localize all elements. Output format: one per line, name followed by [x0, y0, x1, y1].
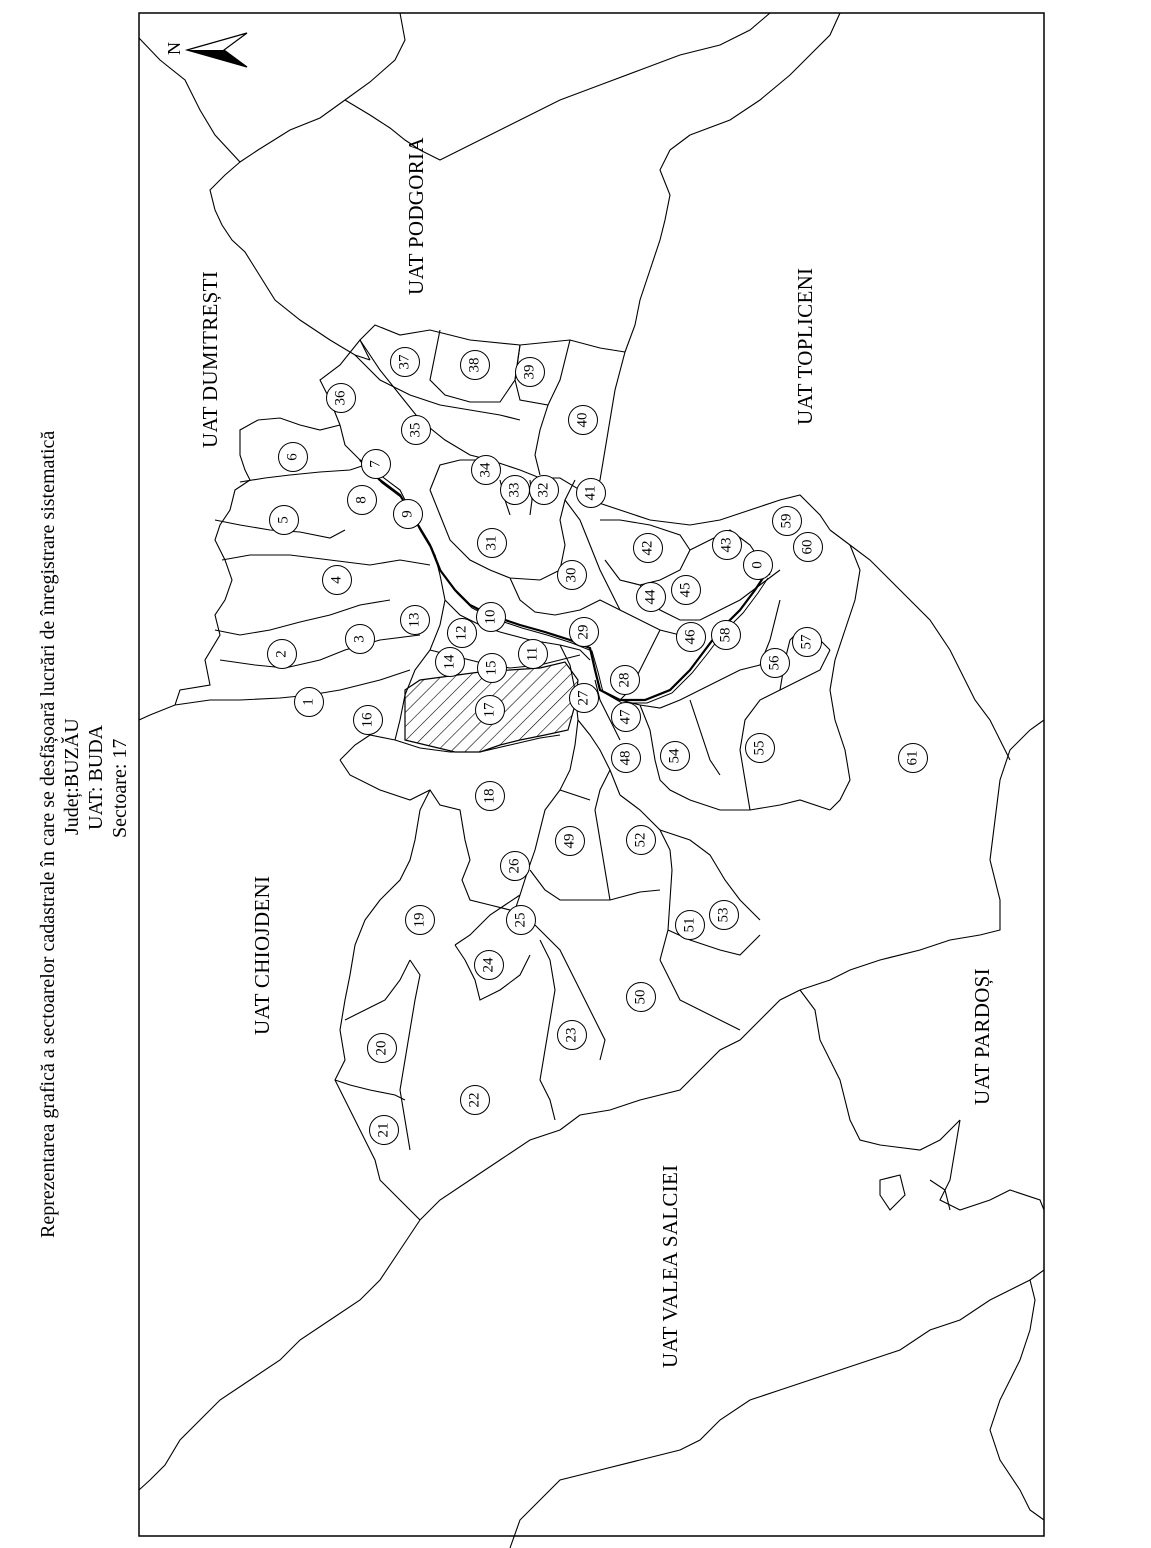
sector-number: 44: [642, 589, 659, 605]
sector-marker[interactable]: [626, 982, 656, 1012]
sector-number: 16: [359, 712, 376, 728]
sector-marker[interactable]: [353, 705, 383, 735]
sector-number: 56: [766, 655, 783, 671]
sector-number: 6: [284, 453, 301, 461]
sector-number: 43: [718, 537, 735, 553]
sector-number: 61: [904, 750, 921, 766]
sector-marker[interactable]: [772, 506, 802, 536]
sector-marker[interactable]: [475, 695, 505, 725]
sector-number: 1: [300, 698, 317, 706]
sector-number: 24: [480, 957, 497, 973]
sector-marker[interactable]: [610, 665, 640, 695]
sector-number: 41: [582, 485, 599, 501]
sector-number: 11: [524, 646, 541, 662]
sector-number: 26: [506, 858, 523, 874]
sector-marker[interactable]: [675, 910, 705, 940]
sector-number: 52: [632, 832, 649, 848]
sector-marker[interactable]: [760, 648, 790, 678]
sector-marker[interactable]: [529, 475, 559, 505]
sector-number: 14: [441, 654, 458, 670]
map-title: Reprezentarea grafică a sectoarelor cadastrale în care se desfășoară lucrări de înregistrare sistematică: [37, 430, 59, 1238]
sector-number: 47: [617, 709, 634, 725]
sector-number: 48: [617, 750, 634, 766]
sector-number: 3: [351, 635, 368, 643]
sector-marker[interactable]: [626, 825, 656, 855]
sector-number: 5: [275, 516, 292, 524]
sector-number: 20: [373, 1040, 390, 1056]
sector-number: 30: [563, 567, 580, 583]
sector-number: 39: [521, 364, 538, 380]
uat-label: UAT: BUDA: [85, 724, 107, 830]
sector-number: 38: [466, 357, 483, 373]
neighbor-dumitresti: UAT DUMITREȘTI: [198, 270, 222, 448]
sector-marker[interactable]: [743, 550, 773, 580]
sector-marker[interactable]: [269, 505, 299, 535]
sector-marker[interactable]: [477, 653, 507, 683]
sector-number: 55: [751, 740, 768, 756]
sector-marker[interactable]: [476, 602, 506, 632]
sector-marker[interactable]: [518, 639, 548, 669]
sector-number: 15: [483, 660, 500, 676]
sector-marker[interactable]: [569, 683, 599, 713]
sector-marker[interactable]: [474, 950, 504, 980]
sector-marker[interactable]: [793, 532, 823, 562]
neighbor-valea-salciei: UAT VALEA SALCIEI: [658, 1164, 682, 1368]
sector-number: 35: [407, 422, 424, 438]
sector-number: 54: [666, 748, 683, 764]
sector-number: 29: [575, 624, 592, 640]
sector-marker[interactable]: [475, 781, 505, 811]
sector-marker[interactable]: [401, 415, 431, 445]
sector-marker[interactable]: [611, 743, 641, 773]
sector-number: 51: [681, 917, 698, 933]
sector-number: 18: [481, 788, 498, 804]
sector-marker[interactable]: [393, 499, 423, 529]
sector-number: 34: [477, 462, 494, 478]
sector-marker[interactable]: [347, 485, 377, 515]
sector-number: 37: [396, 354, 413, 370]
sector-marker[interactable]: [322, 565, 352, 595]
sector-marker[interactable]: [792, 627, 822, 657]
neighbor-pardosi: UAT PARDOȘI: [970, 968, 994, 1105]
sector-marker[interactable]: [267, 639, 297, 669]
sector-marker[interactable]: [405, 905, 435, 935]
sector-marker[interactable]: [568, 405, 598, 435]
sector-marker[interactable]: [447, 618, 477, 648]
neighbor-topliceni: UAT TOPLICENI: [793, 267, 817, 425]
sector-marker[interactable]: [477, 528, 507, 558]
sector-number: 25: [512, 912, 529, 928]
north-label: N: [164, 42, 184, 55]
sector-number: 8: [353, 496, 370, 504]
sector-marker[interactable]: [435, 647, 465, 677]
sector-number: 53: [715, 907, 732, 923]
boundary-lines: [139, 13, 1044, 1548]
sector-marker[interactable]: [671, 575, 701, 605]
sector-marker[interactable]: [367, 1033, 397, 1063]
county-label: Județ:BUZĂU: [61, 718, 83, 835]
sector-marker[interactable]: [676, 622, 706, 652]
sector-marker[interactable]: [294, 687, 324, 717]
sector-marker[interactable]: [390, 347, 420, 377]
neighbor-chiojdeni: UAT CHIOJDENI: [250, 875, 274, 1035]
sector-marker[interactable]: [326, 383, 356, 413]
sector-marker[interactable]: [611, 702, 641, 732]
sector-number: 46: [682, 629, 699, 645]
sector-marker[interactable]: [633, 533, 663, 563]
sector-marker[interactable]: [460, 1085, 490, 1115]
sector-marker[interactable]: [345, 624, 375, 654]
sector-marker[interactable]: [500, 851, 530, 881]
map-frame: [139, 13, 1044, 1536]
sector-number: 45: [677, 582, 694, 598]
sector-number: 12: [453, 625, 470, 641]
sector-number: 19: [411, 912, 428, 928]
sector-number: 28: [616, 672, 633, 688]
sector-number: 40: [574, 412, 591, 428]
sectors-label: Sectoare: 17: [109, 738, 131, 838]
sector-number: 49: [561, 833, 578, 849]
sector-number: 33: [506, 482, 523, 498]
sector-number: 23: [563, 1027, 580, 1043]
sector-marker[interactable]: [660, 741, 690, 771]
sector-number: 32: [535, 482, 552, 498]
sector-number: 17: [481, 702, 498, 718]
sector-marker[interactable]: [898, 743, 928, 773]
sector-marker[interactable]: [709, 900, 739, 930]
sector-number: 60: [799, 539, 816, 555]
sector-marker[interactable]: [576, 478, 606, 508]
sector-number: 21: [375, 1122, 392, 1138]
sector-number: 10: [482, 609, 499, 625]
sector-marker[interactable]: [745, 733, 775, 763]
sector-marker[interactable]: [636, 582, 666, 612]
sector-number: 59: [778, 513, 795, 529]
sector-marker[interactable]: [278, 442, 308, 472]
sector-number: 58: [717, 627, 734, 643]
sector-number: 9: [399, 510, 416, 518]
sector-number: 7: [367, 460, 384, 468]
neighbor-podgoria: UAT PODGORIA: [404, 137, 428, 295]
sector-number: 36: [332, 390, 349, 406]
sector-number: 4: [328, 576, 345, 584]
sector-marker[interactable]: [515, 357, 545, 387]
sector-number: 0: [749, 561, 766, 569]
sector-marker[interactable]: [400, 605, 430, 635]
sector-marker[interactable]: [557, 1020, 587, 1050]
sector-number: 50: [632, 989, 649, 1005]
sector-number: 22: [466, 1092, 483, 1108]
sector-marker[interactable]: [471, 455, 501, 485]
sector-marker[interactable]: [557, 560, 587, 590]
sector-marker[interactable]: [712, 530, 742, 560]
sector-marker[interactable]: [711, 620, 741, 650]
sector-number: 13: [406, 612, 423, 628]
sector-marker[interactable]: [555, 826, 585, 856]
sector-number: 2: [273, 650, 290, 658]
sector-marker[interactable]: [506, 905, 536, 935]
sector-number: 27: [575, 690, 592, 706]
sector-number: 57: [798, 634, 815, 650]
sector-number: 31: [483, 535, 500, 551]
sector-number: 42: [639, 540, 656, 556]
sector-marker[interactable]: [500, 475, 530, 505]
sector-marker[interactable]: [569, 617, 599, 647]
sector-marker[interactable]: [460, 350, 490, 380]
sector-marker[interactable]: [369, 1115, 399, 1145]
sector-marker[interactable]: [361, 449, 391, 479]
